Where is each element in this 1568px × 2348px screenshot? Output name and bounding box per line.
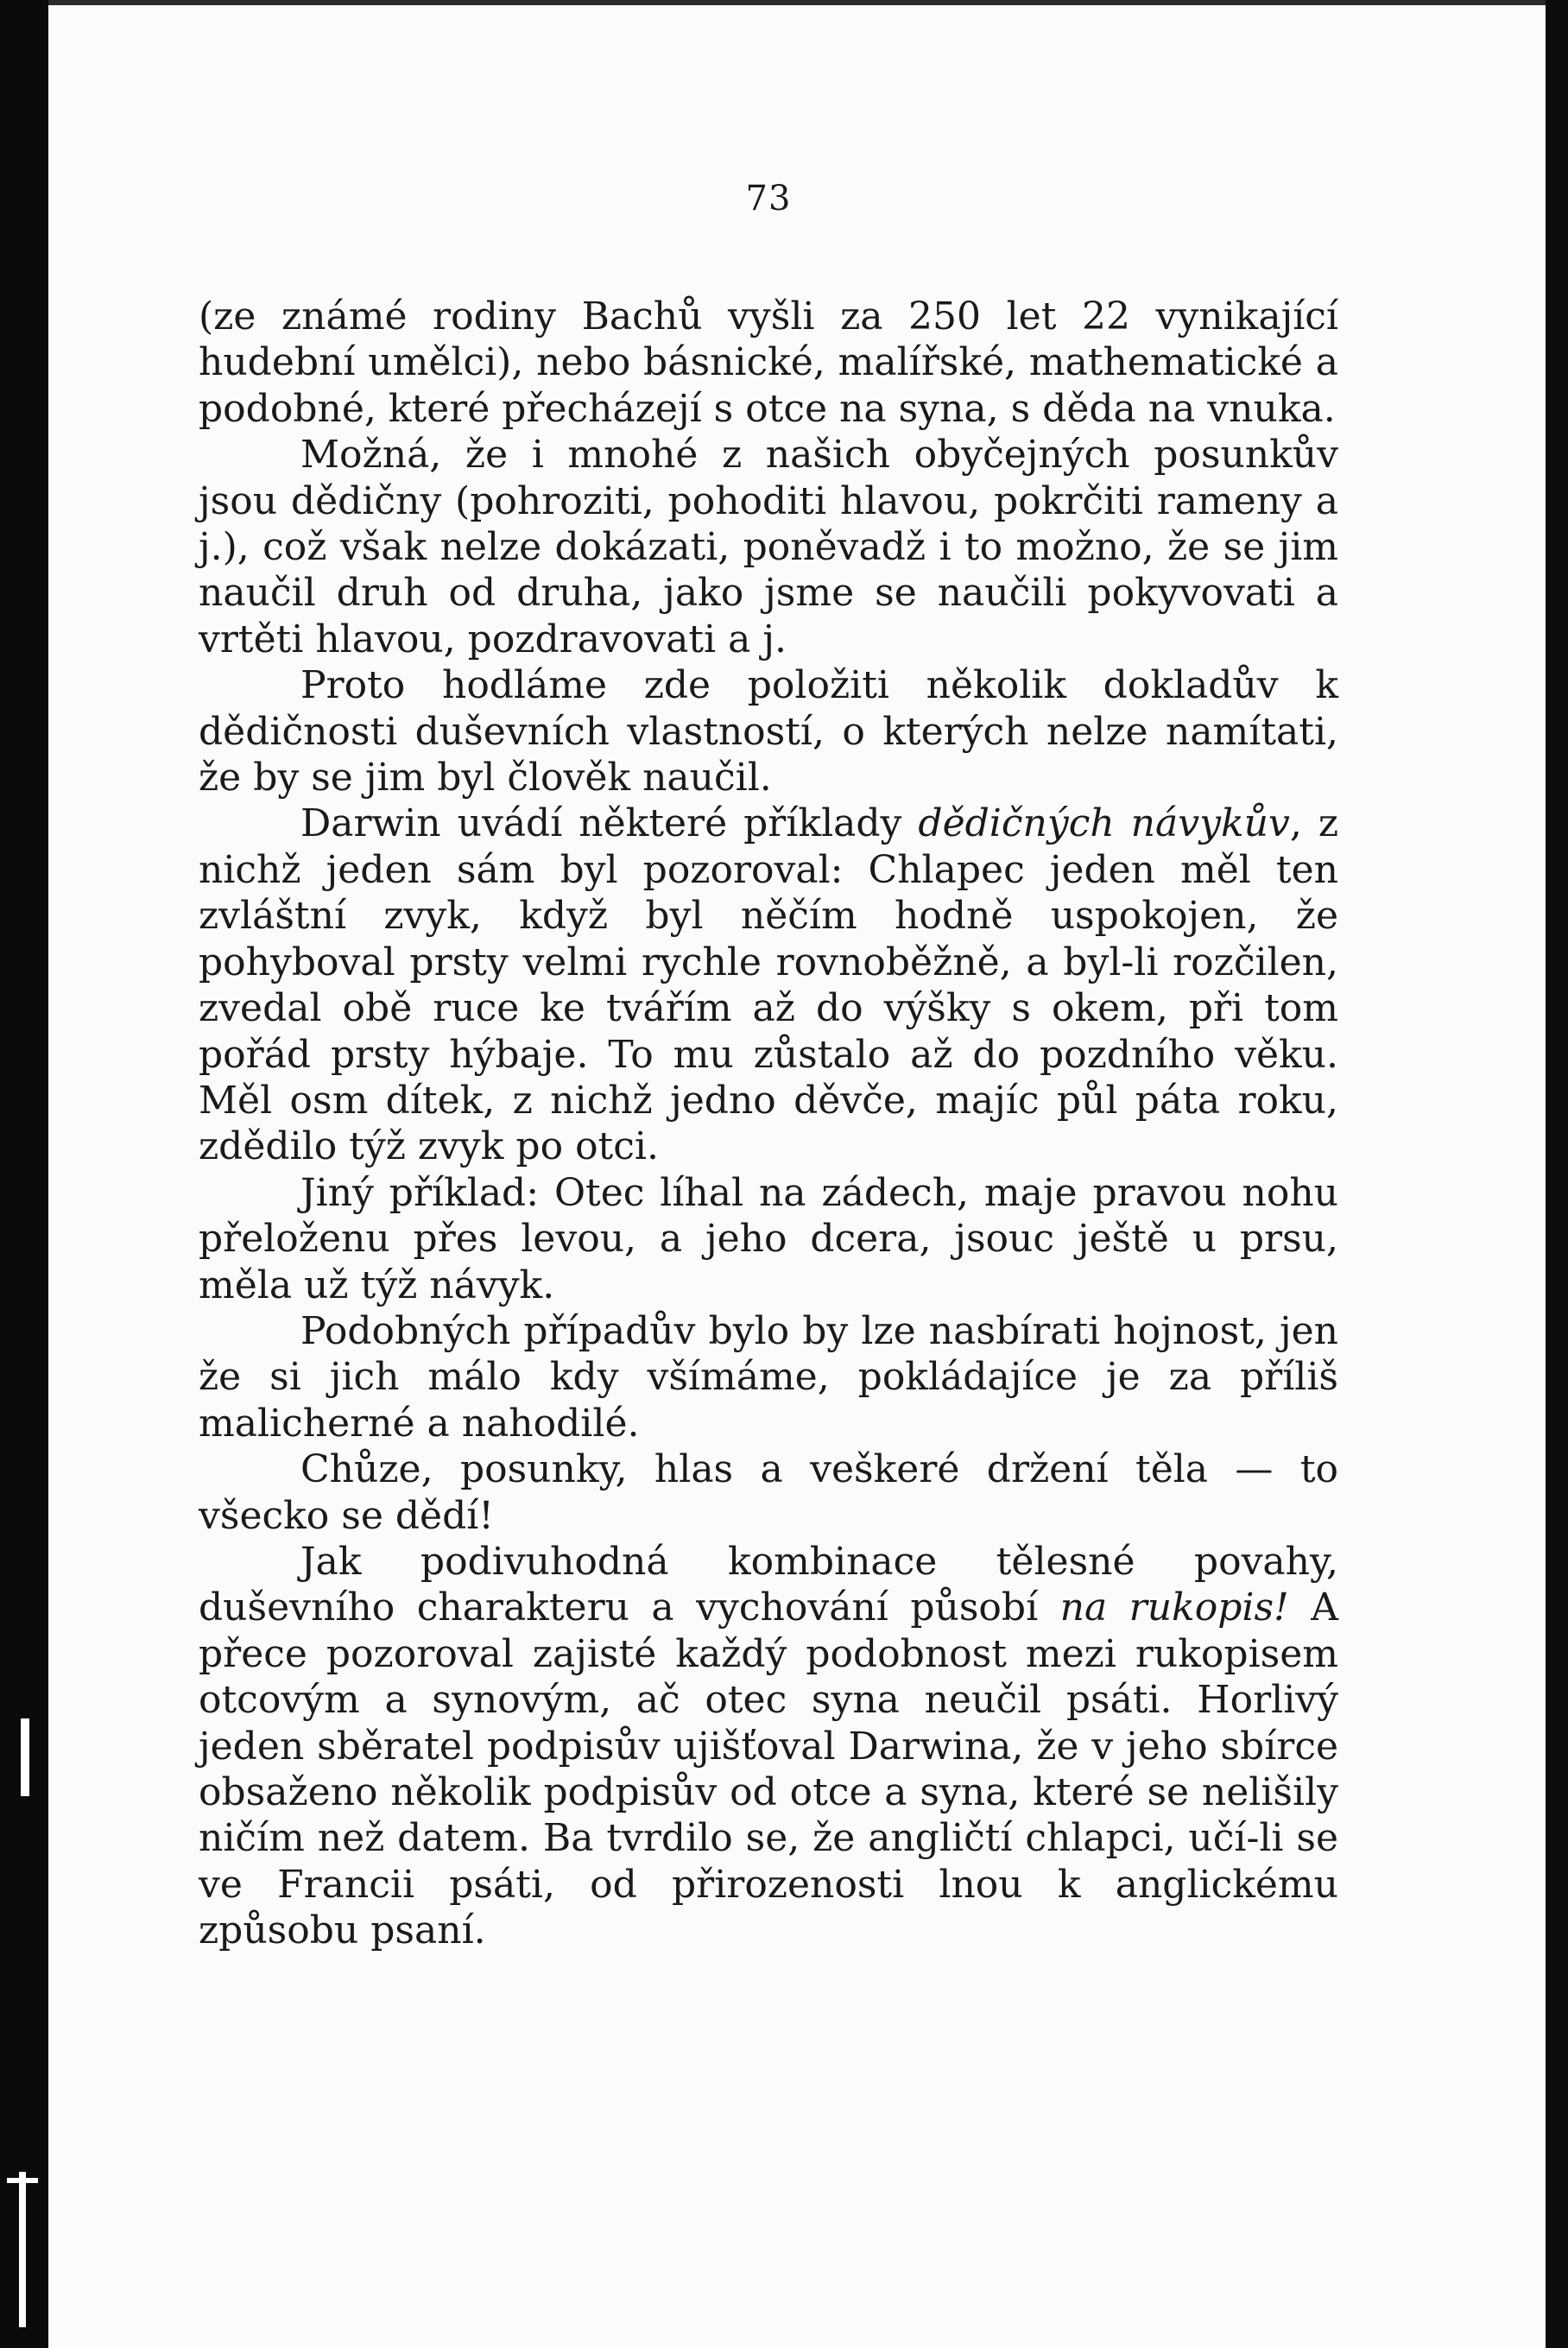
italic-emphasis: dědičných návykův [918, 801, 1290, 846]
paragraph [199, 432, 1338, 662]
text-run: Jak podivuhodná kombinace tělesné povahy, duševního charakteru a vychování působí [199, 1539, 1338, 1630]
scan-left-edge [0, 0, 48, 2348]
paragraph [199, 1170, 1338, 1308]
paragraph [199, 1539, 1338, 1954]
text-run: A přece pozoroval zajisté každý podobnost mezi rukopisem otcovým a synovým, ač otec syna neučil psáti. Horlivý jeden sběratel podpisův ujišťoval Darwina, že v jeho sbírce obsaženo několik podpisův od otce a syna, které se nelišily ničím než datem. Ba tvrdilo se, že angličtí chlapci, učí-li se ve Francii psáti, od přirozenosti lnou k anglickému způsobu psaní. [199, 1585, 1338, 1953]
binding-mark [19, 2172, 26, 2327]
paragraph [199, 662, 1338, 801]
text-run: Podobných případův bylo by lze nasbírati hojnost, jen že si jich málo kdy všímáme, pokládajíce je za příliš malicherné a nahodilé. [199, 1308, 1338, 1446]
scan-top-edge [48, 0, 1546, 5]
body-text [199, 294, 1338, 1954]
paragraph [199, 294, 1338, 432]
binding-mark [7, 2178, 38, 2183]
scan-right-edge [1546, 0, 1568, 2348]
page-number: 73 [745, 179, 792, 218]
binding-mark [21, 1718, 29, 1796]
text-run: Darwin uvádí některé příklady [300, 801, 919, 846]
text-run: (ze známé rodiny Bachů vyšli za 250 let 22 vynikající hudební umělci), nebo básnické, malířské, mathematické a podobné, které přecházejí s otce na syna, s děda na vnuka. [199, 294, 1338, 431]
paragraph [199, 801, 1338, 1169]
text-run: Proto hodláme zde položiti několik dokladův k dědičnosti duševních vlastností, o kterých nelze namítati, že by se jim byl člověk naučil. [199, 663, 1338, 801]
paragraph [199, 1308, 1338, 1446]
paragraph [199, 1446, 1338, 1539]
text-run: , z nichž jeden sám byl pozoroval: Chlapec jeden měl ten zvláštní zvyk, když byl něčím hodně uspokojen, že pohyboval prsty velmi rychle rovnoběžně, a byl-li rozčilen, zvedal obě ruce ke tvářím až do výšky s okem, při tom pořád prsty hýbaje. To mu zůstalo až do pozdního věku. Měl osm dítek, z nichž jedno děvče, majíc půl páta roku, zdědilo týž zvyk po otci. [199, 801, 1339, 1169]
text-run: Chůze, posunky, hlas a veškeré držení těla — to všecko se dědí! [199, 1447, 1338, 1538]
text-run: Jiný příklad: Otec líhal na zádech, maje pravou nohu přeloženu přes levou, a jeho dcera, jsouc ještě u prsu, měla už týž návyk. [199, 1170, 1338, 1307]
italic-emphasis: na rukopis! [1059, 1585, 1289, 1630]
text-run: Možná, že i mnohé z našich obyčejných posunkův jsou dědičny (pohroziti, pohoditi hlavou, pokrčiti rameny a j.), což však nelze dokázati, poněvadž i to možno, že se jim naučil druh od druha, jako jsme se naučili pokyvovati a vrtěti hlavou, pozdravovati a j. [199, 433, 1338, 661]
